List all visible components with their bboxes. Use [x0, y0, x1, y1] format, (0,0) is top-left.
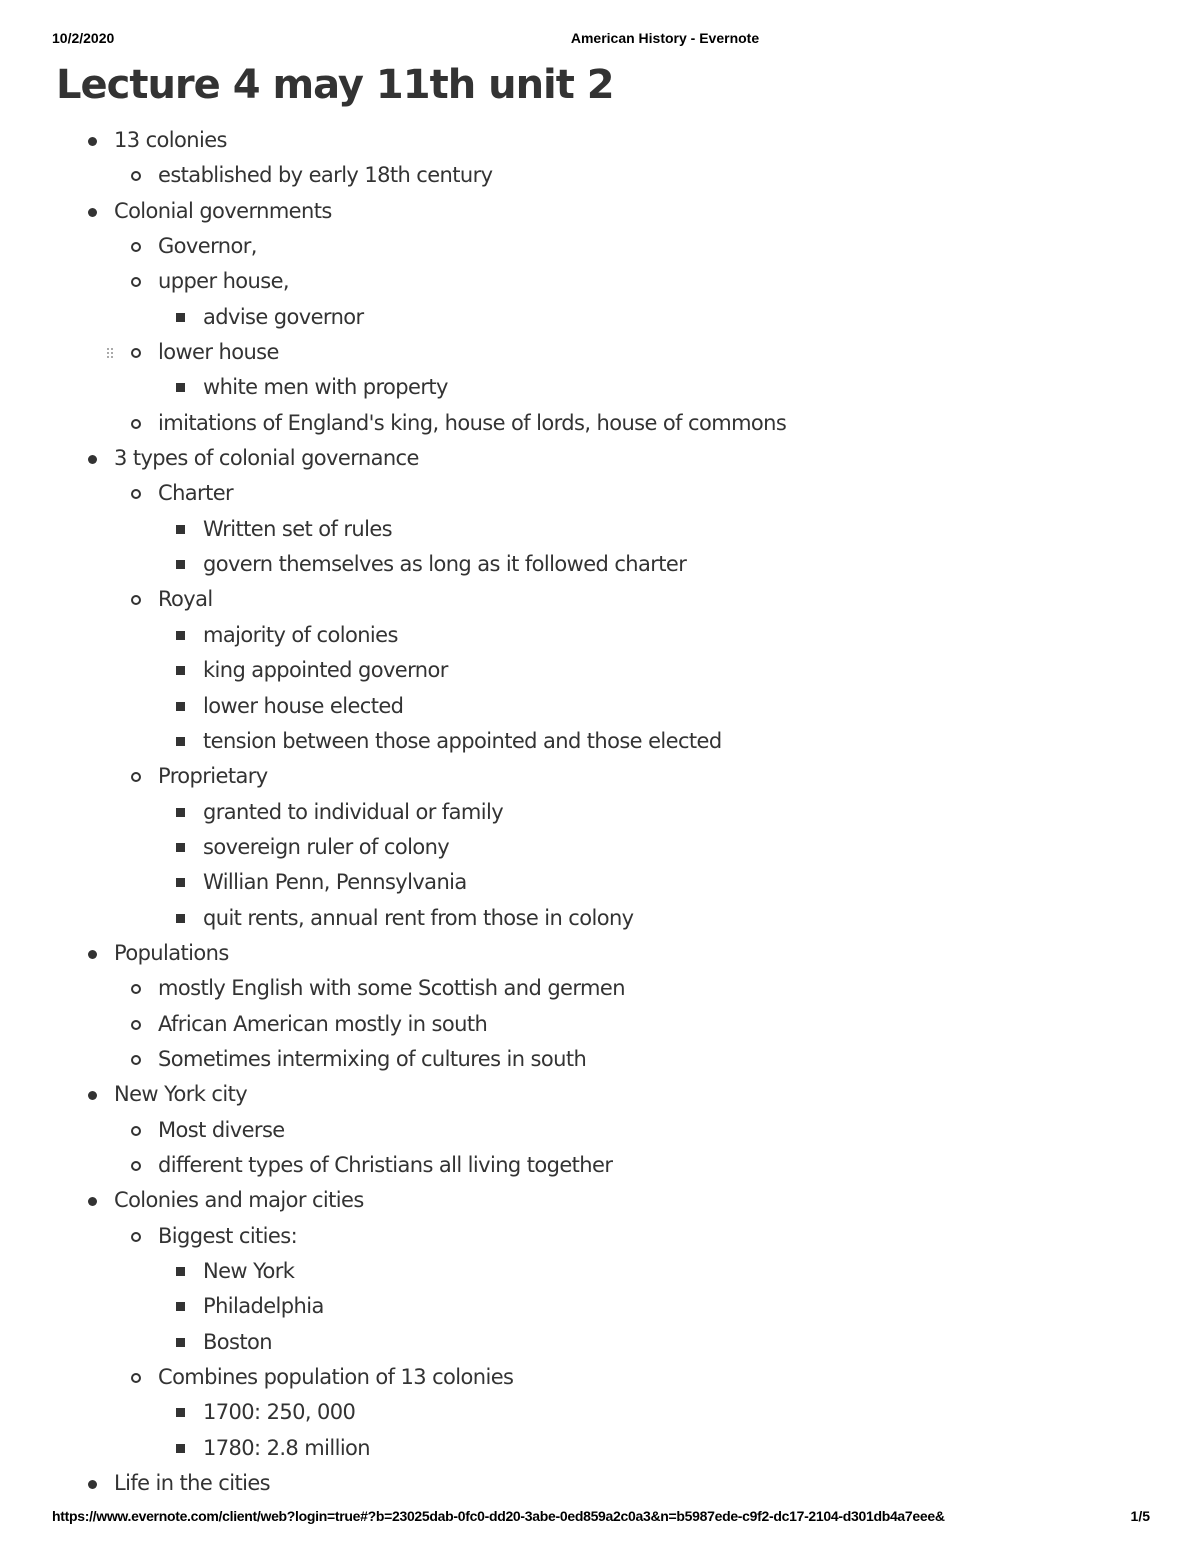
- outline-item-text: 1700: 250, 000: [203, 1400, 356, 1425]
- outline-item-text: quit rents, annual rent from those in colony: [203, 905, 634, 930]
- square-bullet-icon: [176, 525, 185, 534]
- square-bullet-icon: [176, 737, 185, 746]
- outline-item-text: Written set of rules: [203, 516, 392, 541]
- outline-item-level-3[interactable]: [0, 547, 1200, 582]
- outline-item-level-3[interactable]: [0, 653, 1200, 688]
- square-bullet-icon: [176, 1444, 185, 1453]
- outline-item-level-3[interactable]: [0, 865, 1200, 900]
- circle-bullet-icon: [131, 348, 141, 358]
- outline-item-text: Sometimes intermixing of cultures in south: [158, 1046, 587, 1071]
- outline-item-level-2[interactable]: [0, 1219, 1200, 1254]
- circle-bullet-icon: [131, 489, 141, 499]
- outline-item-text: Philadelphia: [203, 1294, 324, 1319]
- outline-item-level-3[interactable]: [0, 689, 1200, 724]
- outline-item-level-2[interactable]: [0, 335, 1200, 370]
- outline-item-text: Royal: [158, 587, 213, 612]
- square-bullet-icon: [176, 878, 185, 887]
- outline-item-text: 13 colonies: [114, 128, 227, 152]
- outline-item-level-2[interactable]: [0, 1113, 1200, 1148]
- drag-handle-icon[interactable]: [107, 348, 117, 358]
- outline-item-text: govern themselves as long as it followed charter: [203, 552, 687, 577]
- outline-item-text: Combines population of 13 colonies: [158, 1365, 514, 1390]
- outline-item-level-2[interactable]: [0, 406, 1200, 441]
- square-bullet-icon: [176, 914, 185, 923]
- outline-item-level-3[interactable]: [0, 724, 1200, 759]
- circle-bullet-icon: [131, 1232, 141, 1242]
- circle-bullet-icon: [131, 1055, 141, 1065]
- print-url: https://www.evernote.com/client/web?login=true#?b=23025dab-0fc0-dd20-3abe-0ed859a2c0a3&n=b5987ede-c9f2-dc17-2104-d301db4a7eee&: [52, 1508, 945, 1524]
- disc-bullet-icon: [88, 1197, 97, 1206]
- outline-item-text: Life in the cities: [114, 1471, 270, 1496]
- outline-item-level-2[interactable]: [0, 229, 1200, 264]
- outline-item-text: Populations: [114, 940, 229, 965]
- note-title: Lecture 4 may 11th unit 2: [56, 62, 614, 108]
- square-bullet-icon: [176, 843, 185, 852]
- circle-bullet-icon: [131, 1161, 141, 1171]
- square-bullet-icon: [176, 1338, 185, 1347]
- outline-item-level-2[interactable]: [0, 1148, 1200, 1183]
- outline-item-level-2[interactable]: [0, 759, 1200, 794]
- outline-item-level-3[interactable]: [0, 1431, 1200, 1466]
- outline-item-level-3[interactable]: [0, 830, 1200, 865]
- outline-item-text: 3 types of colonial governance: [114, 446, 419, 471]
- square-bullet-icon: [176, 702, 185, 711]
- outline-item-level-3[interactable]: [0, 1325, 1200, 1360]
- outline-item-text: different types of Christians all living together: [158, 1152, 613, 1177]
- square-bullet-icon: [176, 383, 185, 392]
- outline-item-level-3[interactable]: [0, 370, 1200, 405]
- print-date: 10/2/2020: [52, 30, 115, 46]
- circle-bullet-icon: [131, 772, 141, 782]
- outline-item-text: Boston: [203, 1329, 272, 1354]
- outline-item-level-3[interactable]: [0, 1254, 1200, 1289]
- outline-item-text: advise governor: [203, 304, 364, 329]
- outline-item-text: Most diverse: [158, 1117, 285, 1142]
- disc-bullet-icon: [88, 1091, 97, 1100]
- outline-item-level-2[interactable]: [0, 1007, 1200, 1042]
- outline-item-level-3[interactable]: [0, 795, 1200, 830]
- outline-item-level-1[interactable]: [0, 441, 1200, 476]
- outline-item-level-3[interactable]: [0, 618, 1200, 653]
- outline-item-level-2[interactable]: [0, 582, 1200, 617]
- print-footer: [0, 1508, 1200, 1526]
- outline-item-text: mostly English with some Scottish and germen: [158, 976, 625, 1001]
- outline-item-level-3[interactable]: [0, 300, 1200, 335]
- circle-bullet-icon: [131, 1373, 141, 1383]
- outline-item-text: white men with property: [203, 375, 448, 400]
- outline-item-level-2[interactable]: [0, 158, 1200, 193]
- disc-bullet-icon: [88, 1480, 97, 1489]
- circle-bullet-icon: [131, 1020, 141, 1030]
- square-bullet-icon: [176, 1267, 185, 1276]
- square-bullet-icon: [176, 666, 185, 675]
- note-outline: [0, 123, 1200, 1501]
- outline-item-text: granted to individual or family: [203, 799, 504, 824]
- disc-bullet-icon: [88, 137, 97, 146]
- disc-bullet-icon: [88, 455, 97, 464]
- circle-bullet-icon: [131, 242, 141, 252]
- outline-item-text: Governor,: [158, 234, 257, 259]
- outline-item-text: majority of colonies: [203, 622, 398, 647]
- outline-item-level-3[interactable]: [0, 512, 1200, 547]
- outline-item-level-3[interactable]: [0, 901, 1200, 936]
- outline-item-level-2[interactable]: [0, 1360, 1200, 1395]
- outline-item-text: Willian Penn, Pennsylvania: [203, 870, 467, 895]
- square-bullet-icon: [176, 560, 185, 569]
- circle-bullet-icon: [131, 595, 141, 605]
- outline-item-text: 1780: 2.8 million: [203, 1435, 371, 1460]
- square-bullet-icon: [176, 1408, 185, 1417]
- outline-item-level-3[interactable]: [0, 1289, 1200, 1324]
- circle-bullet-icon: [131, 277, 141, 287]
- circle-bullet-icon: [131, 1126, 141, 1136]
- outline-item-text: Colonies and major cities: [114, 1188, 364, 1213]
- outline-item-level-2[interactable]: [0, 264, 1200, 299]
- disc-bullet-icon: [88, 950, 97, 959]
- outline-item-level-1[interactable]: [0, 936, 1200, 971]
- outline-item-level-1[interactable]: [0, 123, 1200, 158]
- square-bullet-icon: [176, 631, 185, 640]
- outline-item-level-3[interactable]: [0, 1395, 1200, 1430]
- outline-item-text: Proprietary: [158, 764, 268, 789]
- outline-item-text: sovereign ruler of colony: [203, 834, 450, 859]
- circle-bullet-icon: [131, 171, 141, 181]
- outline-item-text: Colonial governments: [114, 198, 332, 223]
- print-header: [0, 30, 1200, 48]
- circle-bullet-icon: [131, 984, 141, 994]
- square-bullet-icon: [176, 313, 185, 322]
- outline-item-text: established by early 18th century: [158, 163, 493, 188]
- outline-item-text: African American mostly in south: [158, 1011, 488, 1036]
- print-document-title: American History - Evernote: [570, 30, 760, 46]
- outline-item-text: upper house,: [158, 269, 290, 294]
- circle-bullet-icon: [131, 419, 141, 429]
- outline-item-level-1[interactable]: [0, 1466, 1200, 1501]
- outline-item-level-1[interactable]: [0, 194, 1200, 229]
- outline-item-text: imitations of England's king, house of lords, house of commons: [158, 410, 787, 435]
- outline-item-text: king appointed governor: [203, 658, 448, 683]
- outline-item-text: tension between those appointed and those elected: [203, 728, 722, 753]
- outline-item-text: Charter: [158, 481, 234, 506]
- outline-item-level-1[interactable]: [0, 1077, 1200, 1112]
- outline-item-text: Biggest cities:: [158, 1223, 298, 1248]
- page-number: 1/5: [1130, 1508, 1150, 1524]
- outline-item-text: lower house elected: [203, 693, 404, 718]
- outline-item-text: New York city: [114, 1082, 248, 1107]
- outline-item-text: New York: [203, 1259, 295, 1283]
- outline-item-level-1[interactable]: [0, 1183, 1200, 1218]
- disc-bullet-icon: [88, 208, 97, 217]
- square-bullet-icon: [176, 1302, 185, 1311]
- outline-item-level-2[interactable]: [0, 971, 1200, 1006]
- outline-item-text: lower house: [158, 340, 279, 365]
- outline-item-level-2[interactable]: [0, 1042, 1200, 1077]
- square-bullet-icon: [176, 808, 185, 817]
- outline-item-level-2[interactable]: [0, 476, 1200, 511]
